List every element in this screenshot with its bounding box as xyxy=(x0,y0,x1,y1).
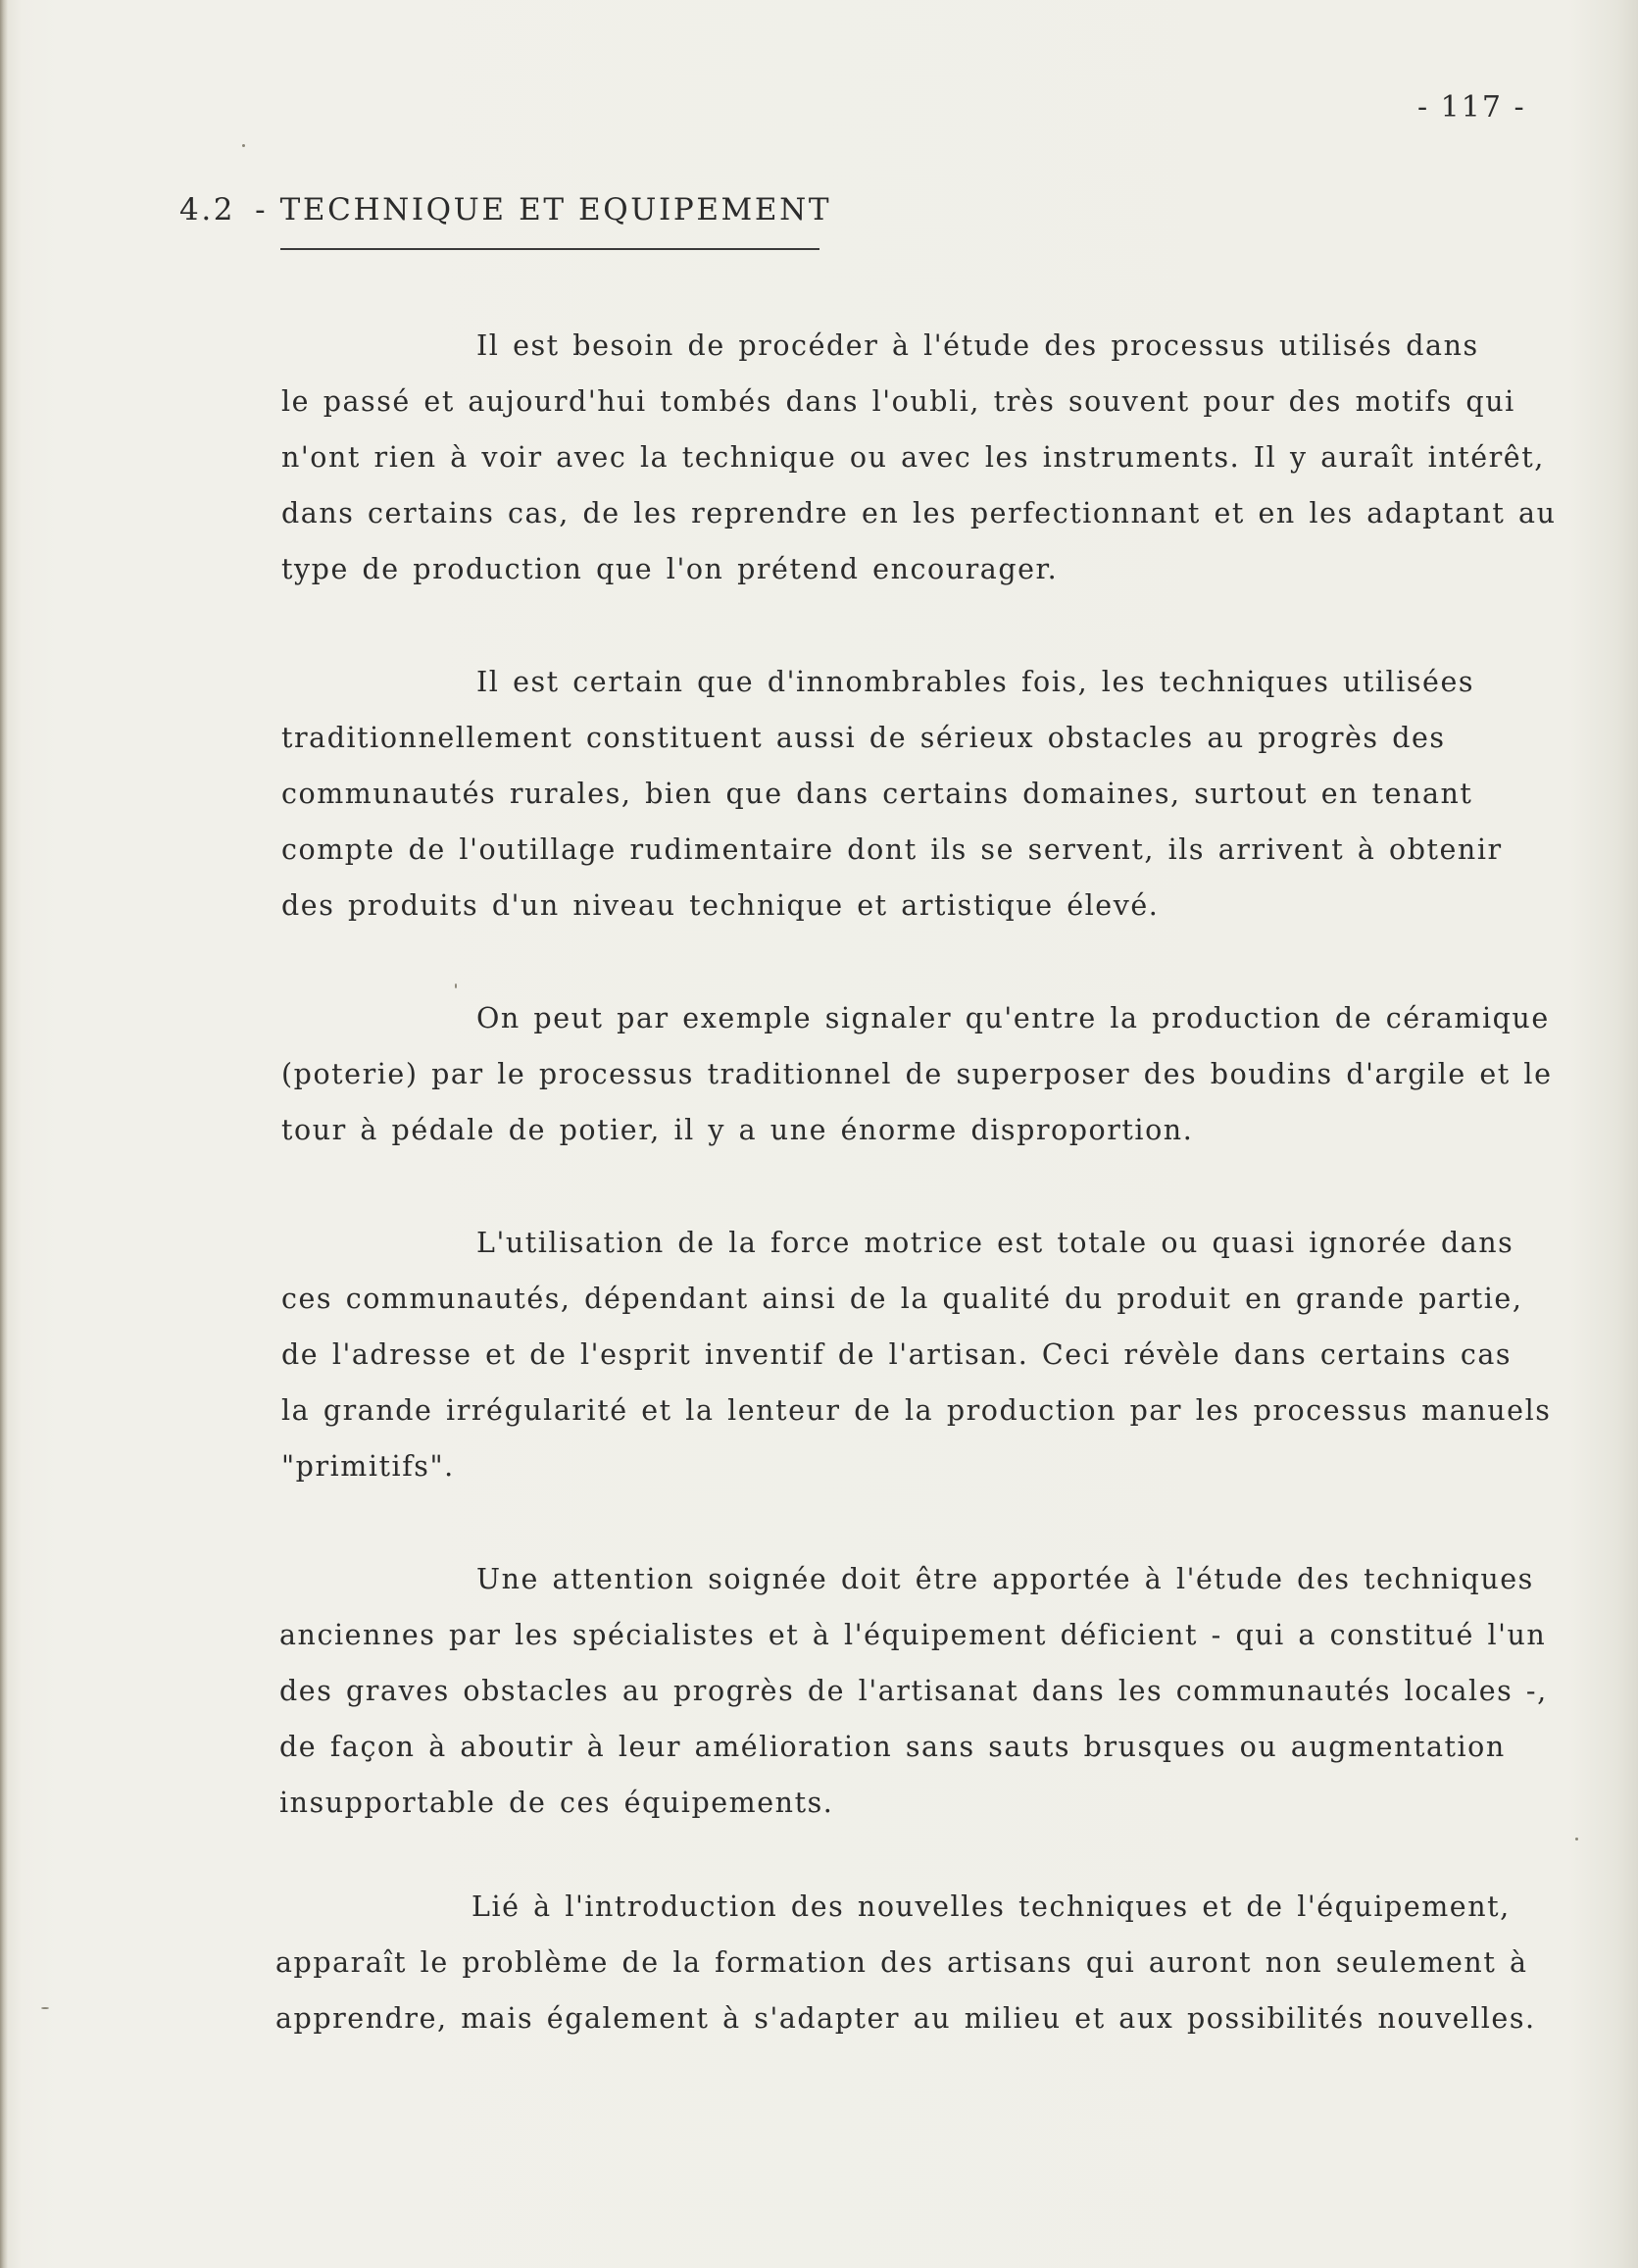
paragraph-5-line-2: anciennes par les spécialistes et à l'équipement déficient - qui a constitué l'un xyxy=(279,1619,1547,1651)
scan-speck xyxy=(242,144,245,147)
section-number: 4.2 xyxy=(179,192,236,227)
scan-speck xyxy=(41,2007,49,2009)
paragraph-5-line-5: insupportable de ces équipements. xyxy=(279,1787,834,1819)
paragraph-2-line-3: communautés rurales, bien que dans certains domaines, surtout en tenant xyxy=(281,778,1473,810)
paragraph-2-line-1: Il est certain que d'innombrables fois, les techniques utilisées xyxy=(476,666,1475,698)
paragraph-5-line-3: des graves obstacles au progrès de l'artisanat dans les communautés locales -, xyxy=(279,1675,1548,1707)
section-title: - TECHNIQUE ET EQUIPEMENT xyxy=(255,192,832,227)
paragraph-3-line-2: (poterie) par le processus traditionnel de superposer des boudins d'argile et le xyxy=(281,1058,1553,1090)
paragraph-5-line-4: de façon à aboutir à leur amélioration sans sauts brusques ou augmentation xyxy=(279,1731,1506,1763)
paragraph-5-line-1: Une attention soignée doit être apportée à l'étude des techniques xyxy=(476,1563,1534,1595)
paragraph-4-line-2: ces communautés, dépendant ainsi de la qualité du produit en grande partie, xyxy=(281,1283,1523,1315)
paragraph-6-line-2: apparaît le problème de la formation des artisans qui auront non seulement à xyxy=(275,1946,1528,1979)
paragraph-3-line-3: tour à pédale de potier, il y a une énorme disproportion. xyxy=(281,1114,1194,1146)
section-heading xyxy=(179,192,831,227)
paragraph-2-line-4: compte de l'outillage rudimentaire dont ils se servent, ils arrivent à obtenir xyxy=(281,833,1503,866)
page-number: - 117 - xyxy=(1417,90,1526,125)
paragraph-1-line-1: Il est besoin de procéder à l'étude des processus utilisés dans xyxy=(476,329,1479,362)
paragraph-3-line-1: On peut par exemple signaler qu'entre la production de céramique xyxy=(476,1002,1550,1034)
paragraph-4-line-5: "primitifs". xyxy=(281,1450,455,1483)
paragraph-4-line-3: de l'adresse et de l'esprit inventif de l'artisan. Ceci révèle dans certains cas xyxy=(281,1338,1513,1371)
paragraph-4-line-1: L'utilisation de la force motrice est totale ou quasi ignorée dans xyxy=(476,1227,1514,1259)
paragraph-6-line-1: Lié à l'introduction des nouvelles techniques et de l'équipement, xyxy=(472,1890,1511,1923)
paragraph-2-line-2: traditionnellement constituent aussi de sérieux obstacles au progrès des xyxy=(281,722,1446,754)
heading-underline xyxy=(280,248,819,250)
paragraph-6-line-3: apprendre, mais également à s'adapter au milieu et aux possibilités nouvelles. xyxy=(275,2002,1536,2035)
paragraph-1-line-4: dans certains cas, de les reprendre en les perfectionnant et en les adaptant au xyxy=(281,497,1557,529)
paragraph-1-line-3: n'ont rien à voir avec la technique ou avec les instruments. Il y auraît intérêt, xyxy=(281,441,1545,474)
page-edge-shadow xyxy=(0,0,8,2268)
scan-speck xyxy=(1575,1838,1578,1840)
paragraph-2-line-5: des produits d'un niveau technique et artistique élevé. xyxy=(281,889,1160,922)
scan-speck xyxy=(455,983,457,988)
paragraph-1-line-2: le passé et aujourd'hui tombés dans l'oubli, très souvent pour des motifs qui xyxy=(281,385,1515,418)
paragraph-4-line-4: la grande irrégularité et la lenteur de la production par les processus manuels xyxy=(281,1394,1552,1427)
paragraph-1-line-5: type de production que l'on prétend encourager. xyxy=(281,553,1059,585)
